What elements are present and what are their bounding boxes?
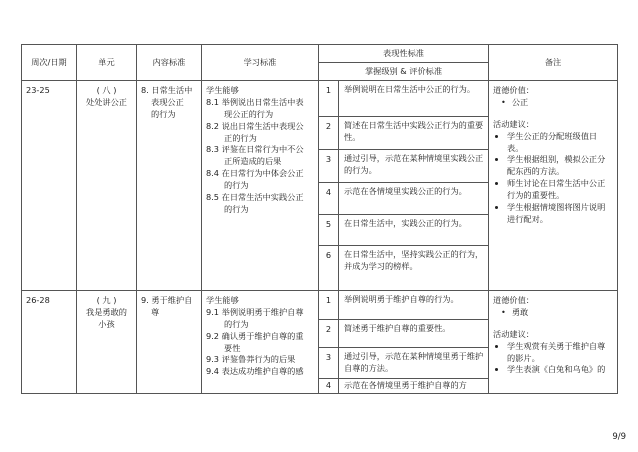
header-content-standard: 内容标准 bbox=[137, 45, 202, 81]
value-item: • 勇敢 bbox=[501, 307, 613, 319]
mastery-level-description: 简述在日常生活中实践公正行为的重要性。 bbox=[339, 117, 489, 150]
header-learning-standard: 学习标准 bbox=[202, 45, 319, 81]
mastery-level-description: 在日常生活中，坚持实践公正的行为，并成为学习的榜样。 bbox=[339, 246, 489, 291]
mastery-level-description: 通过引导，示范在某种情境里勇于维护自尊的方法。 bbox=[339, 348, 489, 379]
mastery-level-number: 3 bbox=[319, 150, 339, 183]
activities-title: 活动建议： bbox=[493, 328, 534, 339]
content-standard-cell: 8. 日常生活中 表现公正 的行为 bbox=[137, 81, 202, 291]
mastery-level-number: 6 bbox=[319, 246, 339, 291]
mastery-level-number: 1 bbox=[319, 291, 339, 320]
values-title: 道德价值： bbox=[493, 85, 534, 95]
activity-item: • 学生根据情境图将图片说明进行配对。 bbox=[507, 202, 613, 226]
value-item: • 公正 bbox=[501, 97, 613, 109]
unit-title: 我是勇敢的 bbox=[86, 306, 127, 317]
mastery-level-description: 在日常生活中，实践公正的行为。 bbox=[339, 215, 489, 246]
mastery-level-description: 举例说明勇于维护自尊的行为。 bbox=[339, 291, 489, 320]
week-cell: 23-25 bbox=[22, 81, 77, 291]
activity-item: • 师生讨论在日常生活中公正行为的重要性。 bbox=[507, 178, 613, 202]
table-row bbox=[22, 81, 618, 117]
activity-item: • 学生公正的分配班级值日表。 bbox=[507, 131, 613, 155]
mastery-level-description: 示范在各情境里实践公正的行为。 bbox=[339, 183, 489, 215]
header-remarks: 备注 bbox=[489, 45, 618, 81]
unit-cell bbox=[77, 81, 137, 291]
values-title: 道德价值： bbox=[493, 295, 534, 305]
mastery-level-description: 示范在各情境里勇于维护自尊的方 bbox=[339, 379, 489, 394]
mastery-level-description: 简述勇于维护自尊的重要性。 bbox=[339, 320, 489, 348]
unit-number: ( 九 ) bbox=[96, 295, 117, 305]
activity-item: • 学生根据组别，模拟公正分配东西的方法。 bbox=[507, 154, 613, 178]
week-cell: 26-28 bbox=[22, 291, 77, 394]
learning-standard-cell: 学生能够 8.1 举例说出日常生活中表 现公正的行为 8.2 说出日常生活中表现公 正的行为 8.3 评鉴在日常行为中不公 正所造成的后果 8.4 在日常行为中体会公正 的行为 8.5 在日常生活中实践公正 的行为 bbox=[202, 81, 319, 291]
content-standard-cell: 9. 勇于维护自 尊 bbox=[137, 291, 202, 394]
table-row bbox=[22, 291, 618, 320]
header-performance-standard: 表现性标准 bbox=[319, 45, 489, 63]
activity-item: • 学生观赏有关勇于维护自尊的影片。 bbox=[507, 341, 613, 365]
unit-title: 小孩 bbox=[98, 318, 115, 329]
learning-intro: 学生能够 bbox=[206, 85, 239, 95]
mastery-level-number: 2 bbox=[319, 320, 339, 348]
mastery-level-description: 通过引导，示范在某种情境里实践公正的行为。 bbox=[339, 150, 489, 183]
header-mastery-level: 掌握级别 & 评价标准 bbox=[319, 63, 489, 81]
activities-title: 活动建议： bbox=[493, 118, 534, 129]
mastery-level-number: 4 bbox=[319, 183, 339, 215]
mastery-level-number: 3 bbox=[319, 348, 339, 379]
remarks-cell bbox=[489, 81, 618, 291]
unit-title: 处处讲公正 bbox=[86, 96, 127, 107]
remarks-cell bbox=[489, 291, 618, 394]
learning-intro: 学生能够 bbox=[206, 295, 239, 305]
mastery-level-number: 5 bbox=[319, 215, 339, 246]
page-number: 9/9 bbox=[612, 432, 626, 442]
unit-cell bbox=[77, 291, 137, 394]
learning-standard-cell: 学生能够 9.1 举例说明勇于维护自尊 的行为 9.2 确认勇于维护自尊的重 要性 9.3 评鉴鲁莽行为的后果 9.4 表达成功维护自尊的感 bbox=[202, 291, 319, 394]
activity-item: • 学生表演《白兔和乌龟》的 bbox=[507, 364, 613, 376]
mastery-level-number: 2 bbox=[319, 117, 339, 150]
header-unit: 单元 bbox=[77, 45, 137, 81]
mastery-level-number: 1 bbox=[319, 81, 339, 117]
mastery-level-description: 举例说明在日常生活中公正的行为。 bbox=[339, 81, 489, 117]
unit-number: ( 八 ) bbox=[96, 85, 117, 95]
header-week: 周次/日期 bbox=[22, 45, 77, 81]
mastery-level-number: 4 bbox=[319, 379, 339, 394]
scheme-of-work-table bbox=[21, 44, 618, 394]
